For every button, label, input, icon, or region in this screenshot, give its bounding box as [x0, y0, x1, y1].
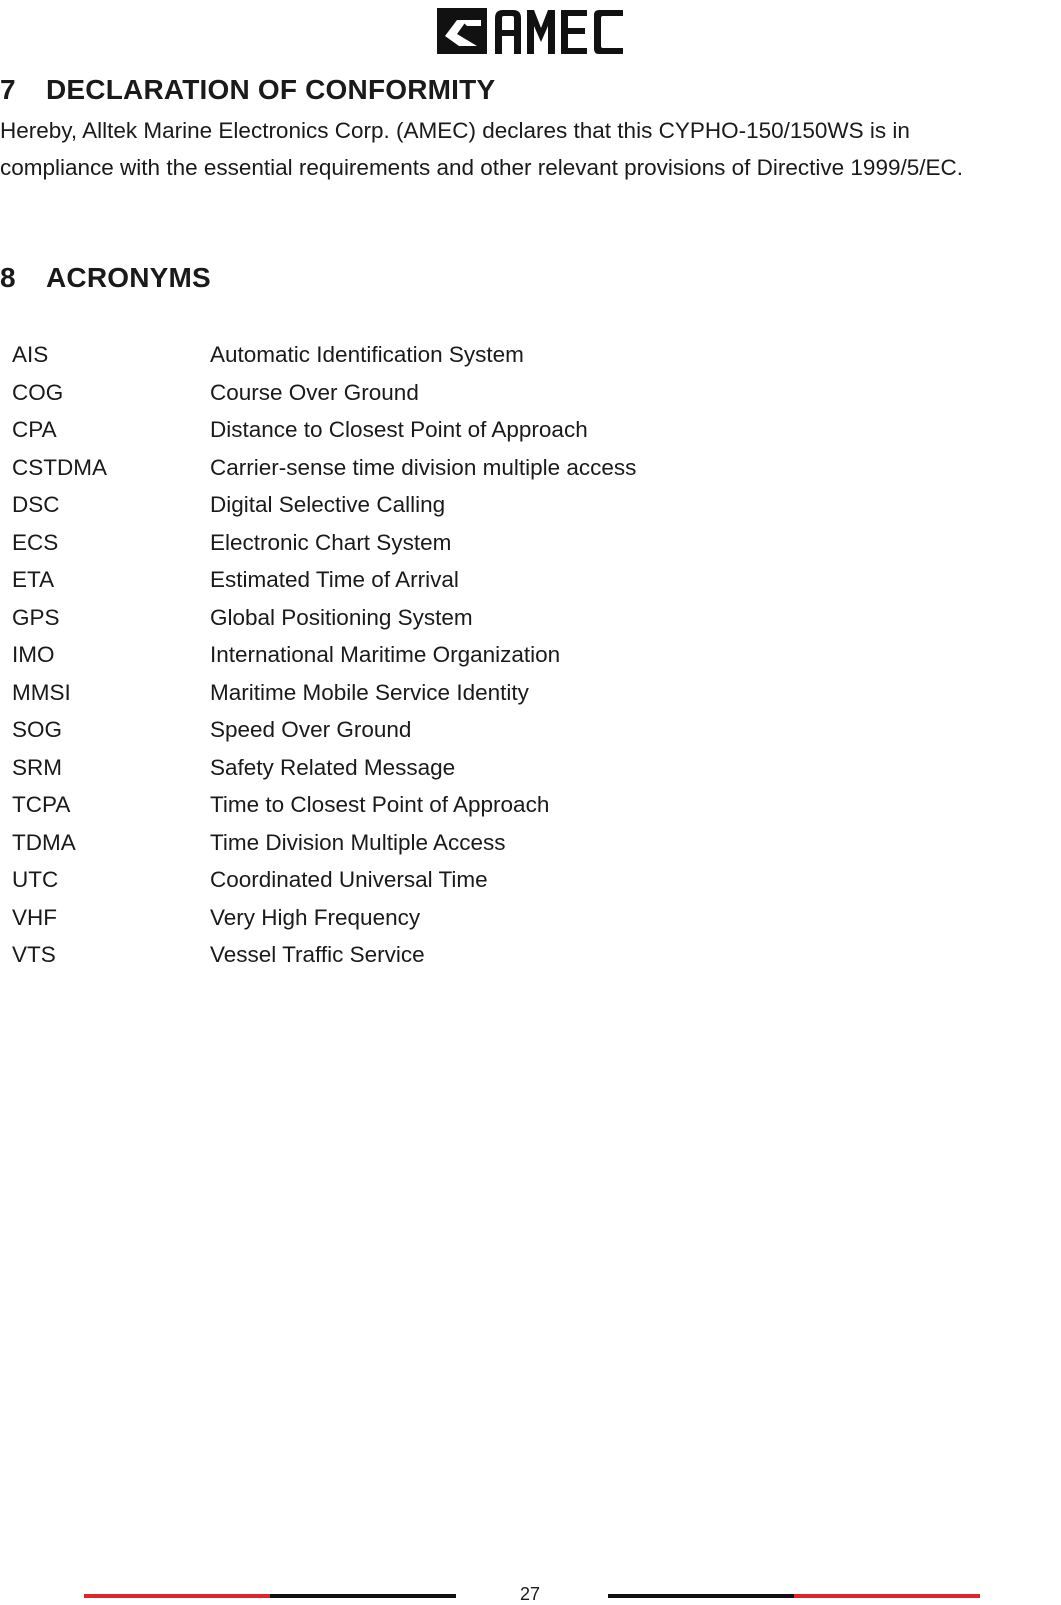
acronym-abbr: CPA	[12, 417, 57, 442]
acronym-row	[12, 486, 636, 524]
acronym-meaning: Maritime Mobile Service Identity	[210, 679, 529, 705]
acronym-meaning: Estimated Time of Arrival	[210, 567, 459, 592]
section-number: 8	[0, 262, 16, 293]
acronym-meaning: Safety Related Message	[210, 754, 456, 780]
footer-line-left-red	[84, 1594, 270, 1598]
acronym-row	[12, 636, 636, 674]
acronym-row	[12, 749, 636, 787]
acronym-abbr: CSTDMA	[12, 454, 107, 480]
acronym-abbr: IMO	[12, 642, 55, 667]
acronym-meaning: Time Division Multiple Access	[210, 829, 506, 855]
acronym-list	[12, 336, 636, 974]
footer-line-left-black	[270, 1594, 456, 1598]
acronym-row	[12, 561, 636, 599]
footer-line-right-red	[794, 1594, 980, 1598]
acronym-abbr: COG	[12, 379, 64, 405]
acronym-row	[12, 899, 636, 937]
acronym-meaning: Course Over Ground	[210, 379, 419, 405]
acronym-abbr: TCPA	[12, 792, 71, 817]
acronym-meaning: Speed Over Ground	[210, 717, 412, 742]
section-heading-declaration	[0, 74, 495, 106]
acronym-abbr: MMSI	[12, 679, 71, 705]
amec-logo	[437, 8, 629, 54]
acronym-abbr: SOG	[12, 717, 63, 742]
declaration-line: Hereby, Alltek Marine Electronics Corp. (AMEC) declares that this CYPHO-150/150WS is in	[0, 118, 910, 143]
acronym-meaning: Digital Selective Calling	[210, 492, 446, 517]
declaration-paragraph	[0, 112, 1061, 186]
acronym-row	[12, 524, 636, 562]
acronym-abbr: SRM	[12, 754, 62, 780]
acronym-row	[12, 711, 636, 749]
acronym-row	[12, 861, 636, 899]
declaration-line: compliance with the essential requirements and other relevant provisions of Directive 1999/5/EC.	[0, 155, 963, 180]
acronym-abbr: AIS	[12, 342, 49, 367]
acronym-abbr: TDMA	[12, 829, 76, 855]
section-title: ACRONYMS	[46, 262, 211, 293]
acronym-meaning: Carrier-sense time division multiple access	[210, 454, 637, 480]
acronym-abbr: UTC	[12, 867, 59, 892]
acronym-meaning: Very High Frequency	[210, 904, 421, 930]
page-number: 27	[519, 1584, 541, 1604]
acronym-abbr: VTS	[12, 942, 56, 967]
acronym-meaning: Electronic Chart System	[210, 529, 452, 555]
acronym-meaning: Vessel Traffic Service	[210, 942, 425, 967]
acronym-row	[12, 786, 636, 824]
acronym-abbr: VHF	[12, 904, 57, 930]
footer-line-right-black	[608, 1594, 794, 1598]
acronym-row	[12, 674, 636, 712]
acronym-row	[12, 374, 636, 412]
acronym-abbr: ETA	[12, 567, 55, 592]
acronym-meaning: Distance to Closest Point of Approach	[210, 417, 588, 442]
acronym-row	[12, 824, 636, 862]
acronym-abbr: DSC	[12, 492, 60, 517]
acronym-meaning: Time to Closest Point of Approach	[210, 792, 550, 817]
acronym-row	[12, 449, 636, 487]
section-heading-acronyms	[0, 262, 211, 294]
acronym-meaning: Automatic Identification System	[210, 342, 524, 367]
acronym-row	[12, 599, 636, 637]
acronym-row	[12, 936, 636, 974]
acronym-abbr: GPS	[12, 604, 60, 630]
acronym-meaning: Coordinated Universal Time	[210, 867, 488, 892]
section-number: 7	[0, 74, 16, 105]
acronym-row	[12, 336, 636, 374]
boat-emblem-icon	[437, 8, 487, 54]
section-title: DECLARATION OF CONFORMITY	[46, 74, 496, 105]
acronym-meaning: Global Positioning System	[210, 604, 473, 630]
acronym-meaning: International Maritime Organization	[210, 642, 561, 667]
acronym-abbr: ECS	[12, 529, 59, 555]
acronym-row	[12, 411, 636, 449]
